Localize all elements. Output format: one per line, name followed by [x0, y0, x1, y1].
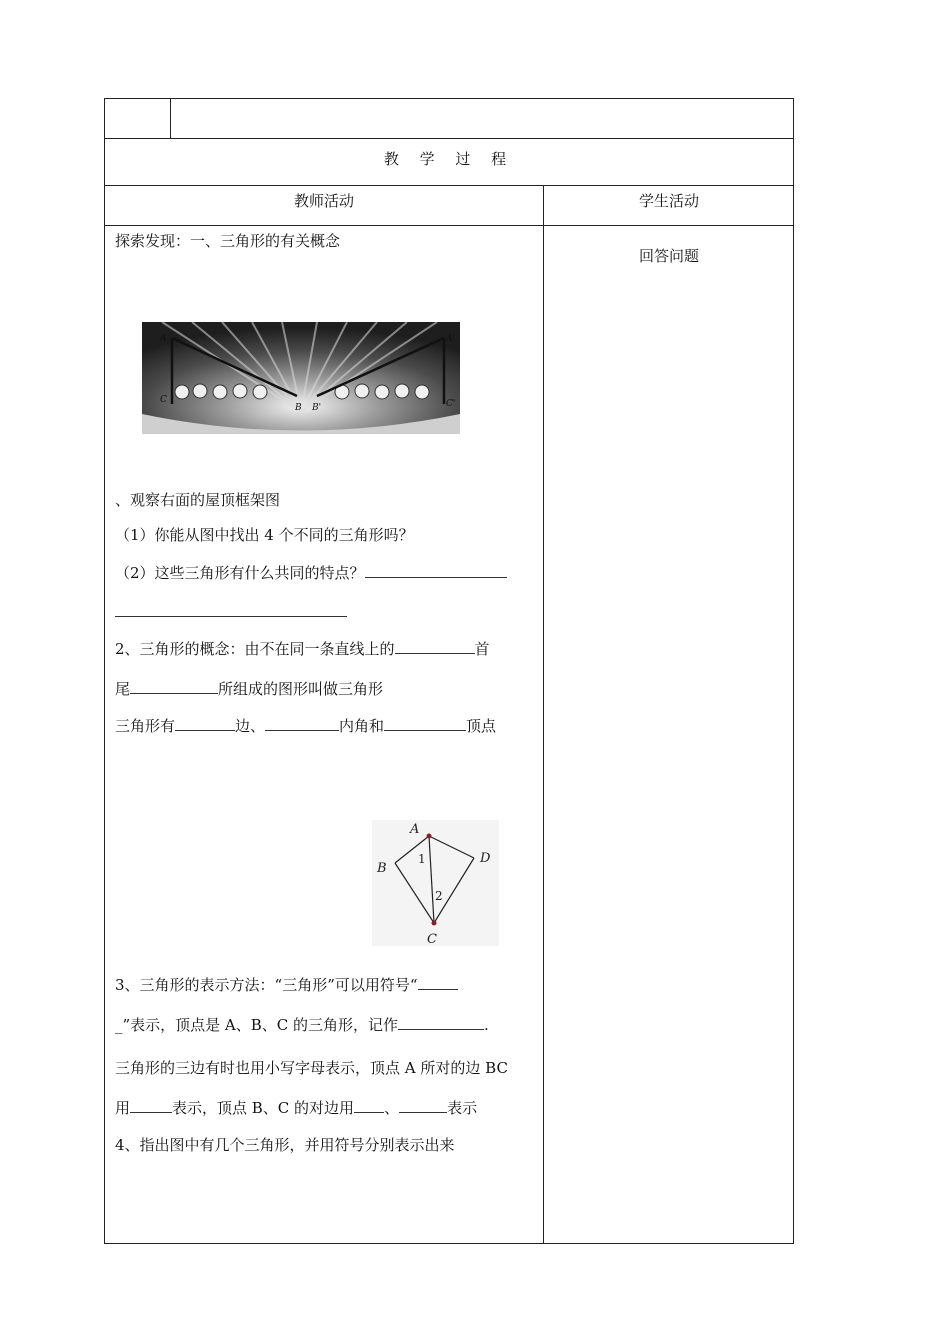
q4-text: 4、指出图中有几个三角形，并用符号分别表示出来: [115, 1136, 455, 1154]
q1-answer-line: [115, 603, 347, 621]
answer-blank[interactable]: [115, 604, 347, 617]
answer-blank[interactable]: [384, 718, 466, 731]
q3-text: 3、三角形的表示方法：“三角形”可以用符号“: [115, 976, 418, 994]
q2-text: 顶点: [466, 717, 497, 735]
row-divider-2: [104, 185, 794, 186]
answer-blank[interactable]: [130, 1100, 172, 1113]
answer-blank[interactable]: [418, 977, 458, 990]
roof-label-c: C: [160, 395, 167, 405]
roof-label-b-prime: B': [312, 403, 322, 413]
q2-text: 三角形有: [115, 717, 176, 735]
roof-label-b: B: [295, 403, 302, 413]
roof-label-c-prime: C': [446, 399, 456, 409]
roof-label-a-prime: A': [446, 334, 455, 344]
column-divider: [543, 185, 544, 1244]
q1-part-b: [115, 564, 507, 582]
kite-angle-2: 2: [435, 889, 443, 903]
q2-line-3: [115, 717, 496, 735]
answer-blank[interactable]: [399, 1100, 447, 1113]
q3-text: 表示，顶点 B、C 的对边用: [172, 1099, 355, 1117]
row-divider-1: [104, 138, 794, 139]
column-header-student: 学生活动: [638, 192, 699, 210]
q2-line-1: [115, 640, 490, 658]
kite-angle-1: 1: [418, 852, 426, 866]
q2-line-2: [115, 680, 383, 698]
q2-text: 首: [474, 640, 490, 658]
kite-label-c: C: [427, 932, 437, 946]
roof-frame-photo: [142, 322, 460, 434]
q3-line-3: 三角形的三边有时也用小写字母表示，顶点 A 所对的边 BC: [115, 1059, 508, 1077]
q3-text: 表示: [447, 1099, 478, 1117]
kite-label-d: D: [480, 851, 491, 866]
q2-text: 所组成的图形叫做三角形: [218, 680, 384, 698]
q3-line-2: [115, 1016, 489, 1034]
roof-label-a: A: [160, 334, 167, 344]
q2-text: 2、三角形的概念：由不在同一条直线上的: [115, 640, 395, 658]
answer-blank[interactable]: [365, 565, 507, 578]
intro-heading: 探索发现：一、三角形的有关概念: [115, 232, 341, 250]
q3-text: 用: [115, 1099, 131, 1117]
answer-blank[interactable]: [130, 681, 218, 694]
section-title: 教 学 过 程: [383, 150, 515, 168]
q2-text: 尾: [115, 680, 131, 698]
column-header-teacher: 教师活动: [293, 192, 354, 210]
q3-line-1: [115, 976, 458, 994]
q3-line-4: [115, 1099, 477, 1117]
q2-text: 内角和: [339, 717, 385, 735]
q1-title: 、观察右面的屋顶框架图: [115, 491, 281, 509]
top-cell-divider: [170, 98, 171, 138]
answer-blank[interactable]: [395, 641, 475, 654]
answer-blank[interactable]: [354, 1100, 384, 1113]
q1-part-b-text: （2）这些三角形有什么共同的特点？: [115, 564, 365, 582]
kite-figure: [372, 820, 499, 946]
answer-blank[interactable]: [265, 718, 339, 731]
q2-text: 边、: [235, 717, 266, 735]
row-divider-3: [104, 225, 794, 226]
answer-blank[interactable]: [398, 1017, 484, 1030]
q3-text: _”表示，顶点是 A、B、C 的三角形，记作: [115, 1016, 399, 1034]
q3-text: 、: [384, 1099, 400, 1117]
student-answer: 回答问题: [638, 247, 699, 265]
q1-part-a: （1）你能从图中找出 4 个不同的三角形吗？: [115, 526, 414, 544]
answer-blank[interactable]: [175, 718, 235, 731]
q3-text: .: [484, 1016, 489, 1034]
kite-label-a: A: [410, 822, 420, 837]
kite-label-b: B: [377, 861, 387, 876]
